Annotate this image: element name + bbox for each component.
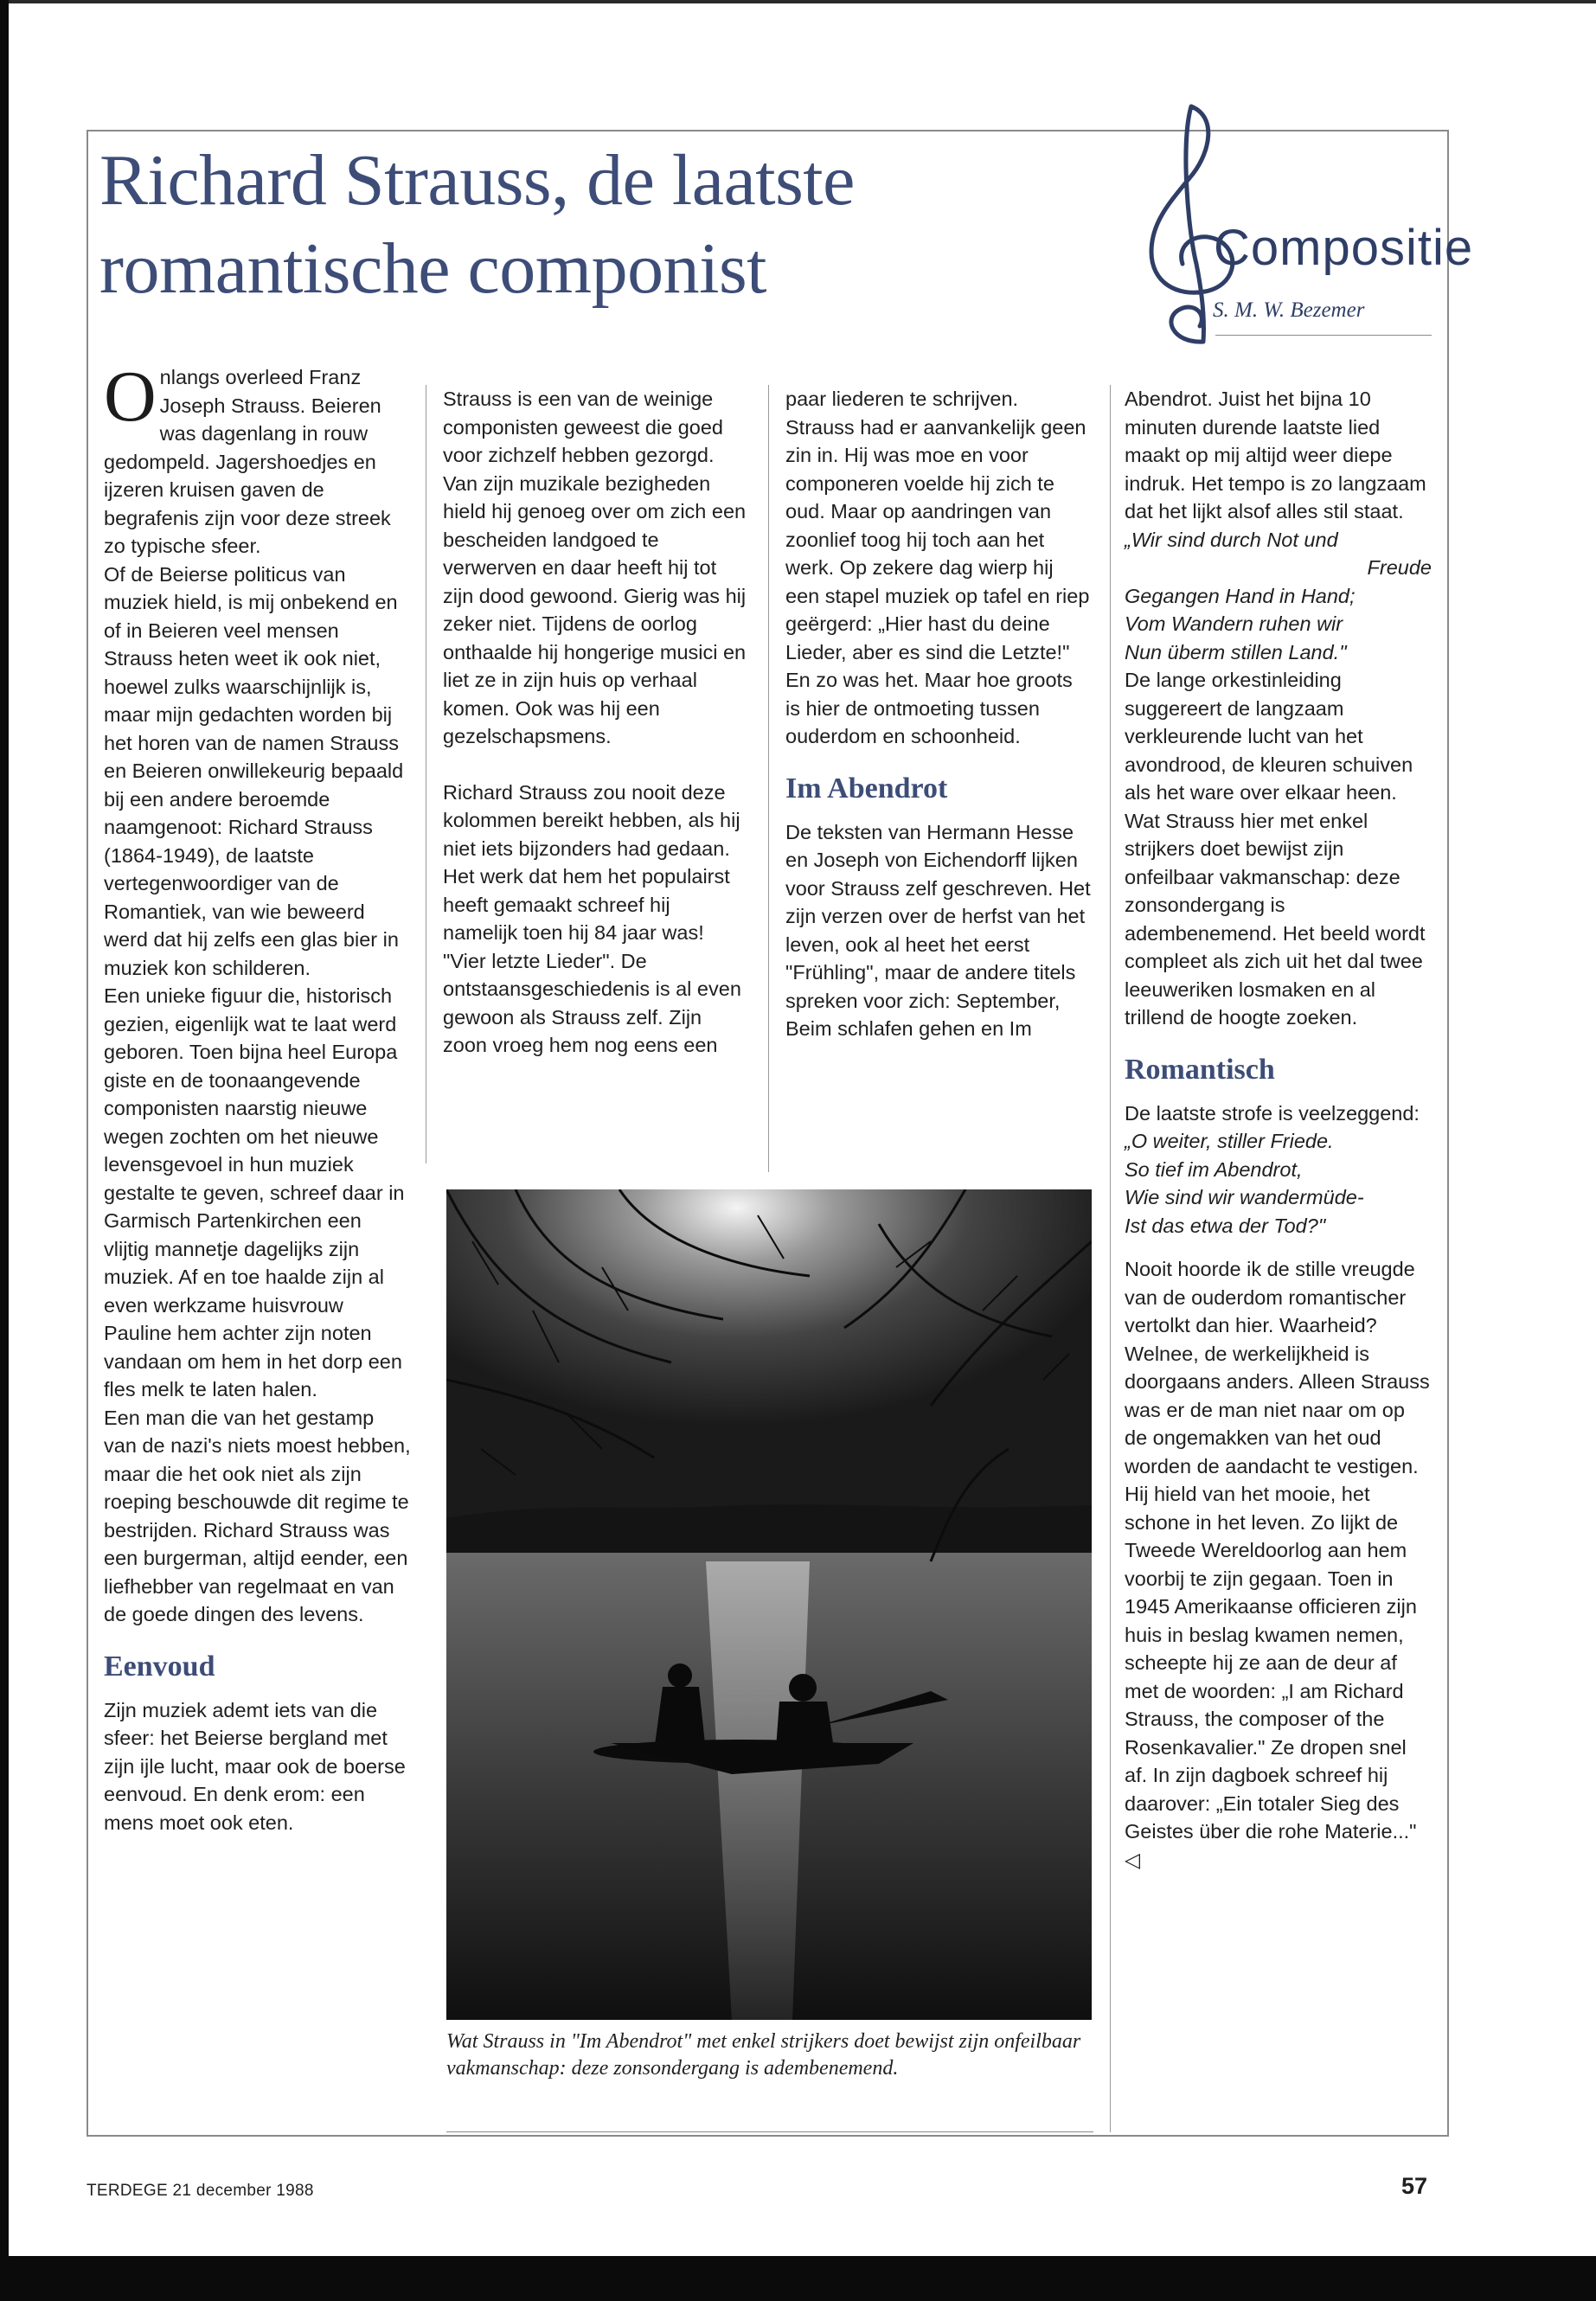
column-1	[104, 356, 411, 1836]
photo-caption: Wat Strauss in "Im Abendrot" met enkel strijkers doet bewijst zijn onfeilbaar vakmanschap: deze zonsondergang is adembenemend.	[446, 2030, 1081, 2080]
caption-divider	[446, 2131, 1093, 2132]
column-2	[443, 385, 750, 1060]
column-divider-2	[768, 385, 769, 1172]
rubric-label: Compositie	[1214, 220, 1474, 276]
paragraph: Abendrot. Juist het bijna 10 minuten durende laatste lied maakt op mij altijd weer diepe indruk. Het tempo is zo langzaam dat het lijkt alsof alles stil staat.	[1125, 388, 1426, 522]
paragraph: Zijn muziek ademt iets van die sfeer: het Beierse bergland met zijn ijle lucht, maar ook de boerse eenvoud. En denk erom: een mens moet ook eten.	[104, 1698, 406, 1834]
poem-line: Ist das etwa der Tod?"	[1125, 1214, 1326, 1237]
end-mark-icon: ◁	[1125, 1848, 1141, 1871]
paragraph-text: Nooit hoorde ik de stille vreugde van de ouderdom romantischer vertolkt dan hier. Waarheid? Welnee, de werkelijkheid is doorgaans anders. Alleen Strauss was er de man niet naar om op de ongemakken van het oud worden de aandacht te vestigen. Hij hield van het mooie, het schone in het leven. Zo lijkt de Tweede Wereldoorlog aan hem voorbij te zijn gegaan. Toen in 1945 Amerikaanse officieren zijn huis in beslag kwamen nemen, scheepte hij ze aan de deur af met de woorden: „I am Richard Strauss, the composer of the Rosenkavalier." Ze dropen snel af. In zijn dagboek schreef hij daarover: „Ein totaler Sieg des Geistes über die rohe Materie..."	[1125, 1258, 1430, 1843]
paragraph: Richard Strauss zou nooit deze kolommen bereikt hebben, als hij niet iets bijzonders had gedaan. Het werk dat hem het populairst heeft gemaakt schreef hij namelijk toen hij 84 jaar was! "Vier letzte Lieder". De ontstaansgeschiedenis is al even gewoon als Strauss zelf. Zijn zoon vroeg hem nog eens een	[443, 780, 741, 1056]
poem-line: Nun überm stillen Land."	[1125, 640, 1347, 663]
paragraph: De laatste strofe is veelzeggend:	[1125, 1101, 1420, 1125]
paragraph: Strauss is een van de weinige componisten geweest die goed voor zichzelf hebben gezorgd. Van zijn muzikale bezigheden hield hij genoeg over om zich een bescheiden landgoed te verwerven en daar heeft hij tot zijn dood gewoond. Gierig was hij zeker niet. Tijdens de oorlog onthaalde hij hongerige musici en liet ze in zijn huis op verhaal komen. Ook was hij een gezelschapsmens.	[443, 388, 747, 747]
poem-line: Freude	[1367, 556, 1432, 579]
scan-edge-top	[0, 0, 1596, 3]
section-heading: Eenvoud	[104, 1650, 215, 1682]
paragraph: Een man die van het gestamp van de nazi's niets moest hebben, maar die het ook niet als zijn roeping beschouwde dit regime te bestrijden. Richard Strauss was een burgerman, altijd eender, een liefhebber van regelmaat en van de goede dingen des levens.	[104, 1406, 411, 1625]
poem-line: „O weiter, stiller Friede.	[1125, 1130, 1334, 1152]
rubric-divider	[1215, 335, 1432, 336]
scan-edge-left	[0, 0, 9, 2301]
rubric-author: S. M. W. Bezemer	[1213, 298, 1365, 322]
title-line-1: Richard Strauss, de laatste	[99, 140, 855, 221]
column-divider-3	[1110, 385, 1111, 2132]
column-3	[785, 385, 1093, 1043]
poem-line: Vom Wandern ruhen wir	[1125, 612, 1343, 635]
poem-line: „Wir sind durch Not und	[1125, 528, 1338, 551]
paragraph: De teksten van Hermann Hesse en Joseph von Eichendorff lijken voor Strauss zelf geschreven. Het zijn verzen over de herfst van het leven, ook al heet het eerst "Frühling", maar de andere titels spreken voor zich: September, Beim schlafen gehen en Im	[785, 820, 1091, 1040]
title-line-2: romantische componist	[99, 228, 767, 309]
poem-quote	[1125, 1127, 1432, 1240]
poem-line: So tief im Abendrot,	[1125, 1157, 1303, 1181]
poem-line: Wie sind wir wandermüde-	[1125, 1186, 1364, 1208]
paragraph: Een unieke figuur die, historisch gezien, eigenlijk wat te laat werd geboren. Toen bijna heel Europa giste en de toonaangevende componisten naarstig nieuwe wegen zochten om het nieuwe levensgevoel in hun muziek gestalte te geven, schreef daar in Garmisch Partenkirchen een vlijtig mannetje dagelijks zijn muziek. Af en toe haalde zijn al even werkzame huisvrouw Pauline hem achter zijn noten vandaan om hem in het dorp een fles melk te laten halen.	[104, 984, 405, 1400]
publication-footer: TERDEGE 21 december 1988	[87, 2182, 314, 2200]
paragraph-text: nlangs overleed Franz Joseph Strauss. Beieren was dagenlang in rouw gedompeld. Jagershoedjes en ijzeren kruisen gaven de begrafenis zijn voor deze streek zo typische sfeer.	[104, 366, 391, 557]
article-title	[99, 137, 1094, 313]
paragraph: De lange orkestinleiding suggereert de langzaam verkleurende lucht van het avondrood, de kleuren schuiven als het ware over elkaar heen. Wat Strauss hier met enkel strijkers doet bewijst zijn onfeilbaar vakmanschap: deze zonsondergang is adembenemend. Het beeld wordt compleet als zich uit het dal twee leeuweriken losmaken en al trillend de hoogte zoeken.	[1125, 669, 1426, 1029]
section-heading: Im Abendrot	[785, 772, 948, 804]
poem-quote	[1125, 526, 1432, 667]
scan-edge-bottom	[0, 2256, 1596, 2301]
sunset-lake-illustration	[446, 1189, 1092, 2020]
paragraph	[1125, 1255, 1432, 1874]
poem-line: Gegangen Hand in Hand;	[1125, 584, 1356, 607]
sunset-rowboat-photo	[446, 1189, 1092, 2020]
page-number: 57	[1401, 2173, 1428, 2199]
paragraph: paar liederen te schrijven. Strauss had er aanvankelijk geen zin in. Hij was moe en voor componeren voelde hij zich te oud. Maar op aandringen van zoonlief toog hij toch aan het werk. Op zekere dag wierp hij een stapel muziek op tafel en riep geërgerd: „Hier hast du deine Lieder, aber es sind die Letzte!" En zo was het. Maar hoe groots is hier de ontmoeting tussen ouderdom en schoonheid.	[785, 388, 1090, 747]
drop-cap: O	[104, 356, 157, 437]
section-heading: Romantisch	[1125, 1053, 1275, 1086]
paragraph	[104, 356, 411, 561]
column-4	[1125, 385, 1432, 1874]
paragraph: Of de Beierse politicus van muziek hield, is mij onbekend en of in Beieren veel mensen Strauss heten weet ik ook niet, hoewel zulks waarschijnlijk is, maar mijn gedachten worden bij het horen van de namen Strauss en Beieren onwillekeurig bepaald bij een andere beroemde naamgenoot: Richard Strauss (1864-1949), de laatste vertegenwoordiger van de Romantiek, van wie beweerd werd dat hij zelfs een glas bier in muziek kon schilderen.	[104, 562, 404, 979]
rubric-block	[1120, 91, 1474, 350]
